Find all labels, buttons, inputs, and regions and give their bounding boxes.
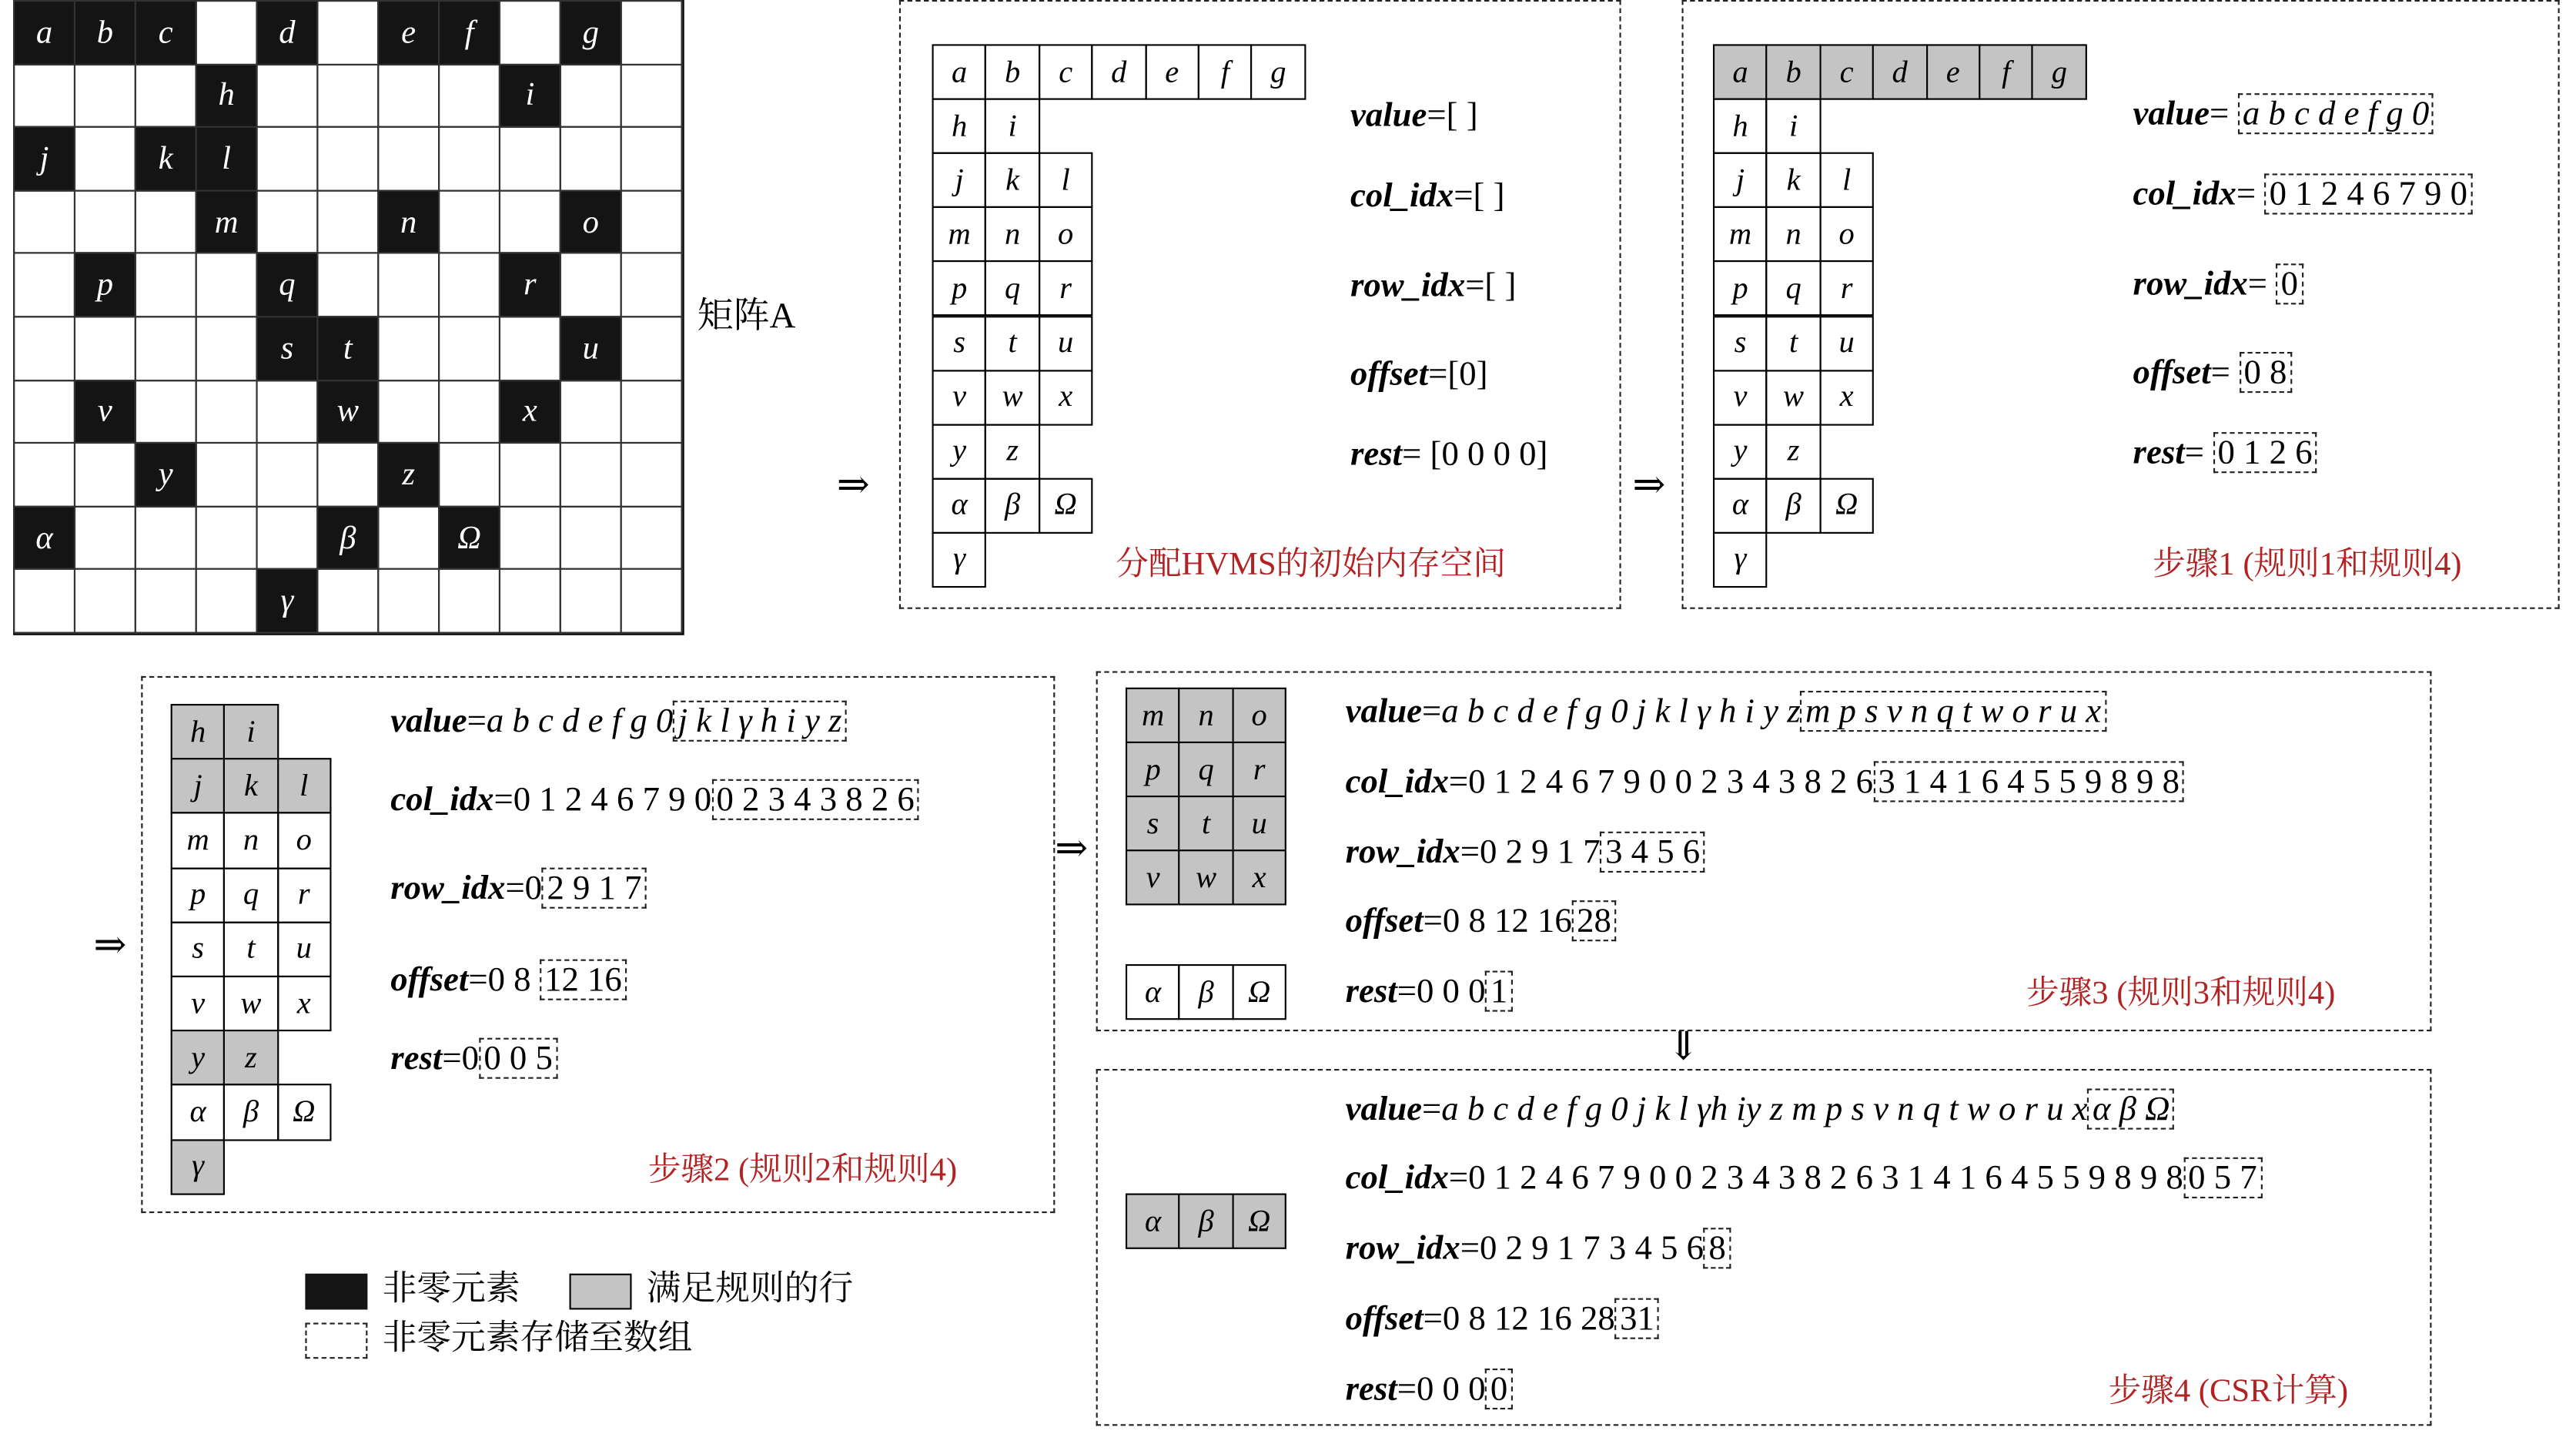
- arrow-to-init: ⇒: [836, 464, 870, 508]
- matrix-empty-cell: [621, 442, 683, 507]
- hvms-cell: z: [223, 1030, 278, 1086]
- hvms-cell: l: [276, 759, 331, 815]
- init-col-idx: col_idx=[ ]: [1350, 175, 1505, 215]
- matrix-empty-cell: [74, 442, 136, 507]
- step3-col-idx: col_idx=0 1 2 4 6 7 9 0 0 2 3 4 3 8 2 6 3 1 4 1 6 4 5 5 9 8 9 8: [1346, 761, 2185, 802]
- arrow-to-step1: ⇒: [1632, 464, 1666, 508]
- hvms-cell: t: [1179, 796, 1233, 851]
- hvms-cell: β: [1766, 477, 1821, 533]
- hvms-cell: d: [1092, 44, 1146, 99]
- matrix-nonzero-cell: x: [499, 379, 561, 444]
- matrix-empty-cell: [135, 568, 197, 633]
- hvms-cell: s: [1713, 315, 1768, 370]
- matrix-a-label: 矩阵A: [697, 294, 796, 336]
- matrix-empty-cell: [499, 189, 561, 254]
- matrix-empty-cell: [13, 379, 75, 444]
- hvms-cell: s: [1126, 796, 1180, 851]
- hvms-cell: x: [276, 976, 331, 1032]
- hvms-cell: l: [1819, 152, 1874, 208]
- hvms-cell: p: [932, 261, 987, 317]
- hvms-cell: i: [985, 99, 1040, 154]
- step1-caption: 步骤1 (规则1和规则4): [2153, 546, 2462, 583]
- matrix-empty-cell: [621, 0, 683, 65]
- hvms-cell: e: [1925, 44, 1980, 99]
- hvms-cell: w: [1766, 370, 1821, 425]
- matrix-empty-cell: [13, 189, 75, 254]
- hvms-cell: β: [223, 1084, 278, 1141]
- hvms-cell: α: [1713, 477, 1768, 533]
- matrix-empty-cell: [621, 189, 683, 254]
- matrix-empty-cell: [377, 63, 440, 128]
- matrix-empty-cell: [560, 253, 622, 317]
- matrix-empty-cell: [621, 568, 683, 633]
- matrix-nonzero-cell: h: [196, 63, 258, 128]
- matrix-nonzero-cell: w: [316, 379, 379, 444]
- hvms-cell: w: [985, 370, 1040, 425]
- hvms-cell: m: [1713, 206, 1768, 262]
- hvms-cell: Ω: [1232, 1194, 1286, 1249]
- init-row-idx: row_idx=[ ]: [1350, 265, 1517, 305]
- hvms-cell: j: [932, 152, 987, 208]
- matrix-empty-cell: [196, 379, 258, 444]
- matrix-empty-cell: [438, 189, 500, 254]
- hvms-cell: β: [1179, 1194, 1233, 1249]
- step4-row-idx: row_idx=0 2 9 1 7 3 4 5 6 8: [1346, 1228, 1731, 1268]
- hvms-cell: v: [171, 976, 226, 1032]
- matrix-empty-cell: [438, 63, 500, 128]
- step3-value: value=a b c d e f g 0 j k l γ h i y z m p s v n q t w o r u x: [1346, 691, 2106, 732]
- hvms-cell: o: [1819, 206, 1874, 262]
- hvms-cell: q: [1179, 742, 1233, 797]
- hvms-cell: c: [1039, 44, 1093, 99]
- hvms-cell: a: [932, 44, 987, 99]
- matrix-empty-cell: [438, 126, 500, 191]
- hvms-cell: b: [985, 44, 1040, 99]
- matrix-nonzero-cell: g: [560, 0, 622, 65]
- matrix-empty-cell: [377, 253, 440, 317]
- hvms-cell: x: [1039, 370, 1093, 425]
- matrix-empty-cell: [499, 505, 561, 570]
- matrix-empty-cell: [560, 379, 622, 444]
- matrix-empty-cell: [560, 126, 622, 191]
- matrix-empty-cell: [316, 442, 379, 507]
- hvms-cell: n: [1179, 688, 1233, 743]
- matrix-empty-cell: [135, 379, 197, 444]
- matrix-nonzero-cell: k: [135, 126, 197, 191]
- step2-offset: offset=0 8 12 16: [390, 960, 627, 1000]
- matrix-empty-cell: [196, 505, 258, 570]
- hvms-cell: f: [1198, 44, 1253, 99]
- matrix-empty-cell: [256, 379, 318, 444]
- matrix-empty-cell: [438, 379, 500, 444]
- matrix-nonzero-cell: b: [74, 0, 136, 65]
- hvms-cell: Ω: [276, 1084, 331, 1141]
- step4-rest: rest=0 0 0 0: [1346, 1369, 1513, 1409]
- matrix-nonzero-cell: p: [74, 253, 136, 317]
- matrix-nonzero-cell: q: [256, 253, 318, 317]
- matrix-nonzero-cell: f: [438, 0, 500, 65]
- step1-value: value= a b c d e f g 0: [2133, 93, 2434, 134]
- matrix-empty-cell: [560, 505, 622, 570]
- matrix-empty-cell: [316, 189, 379, 254]
- hvms-cell: h: [932, 99, 987, 154]
- legend-stored-swatch: [305, 1322, 367, 1359]
- hvms-cell: w: [223, 976, 278, 1032]
- hvms-cell: α: [171, 1084, 226, 1141]
- hvms-cell: y: [1713, 424, 1768, 479]
- matrix-empty-cell: [377, 568, 440, 633]
- legend-nonzero-label: 非零元素: [382, 1268, 520, 1308]
- matrix-empty-cell: [196, 253, 258, 317]
- hvms-cell: o: [1039, 206, 1093, 262]
- matrix-empty-cell: [74, 568, 136, 633]
- matrix-nonzero-cell: Ω: [438, 505, 500, 570]
- matrix-empty-cell: [74, 189, 136, 254]
- matrix-empty-cell: [135, 316, 197, 380]
- matrix-nonzero-cell: c: [135, 0, 197, 65]
- matrix-empty-cell: [135, 189, 197, 254]
- matrix-empty-cell: [621, 126, 683, 191]
- step4-col-idx: col_idx=0 1 2 4 6 7 9 0 0 2 3 4 3 8 2 6 3 1 4 1 6 4 5 5 9 8 9 8 0 5 7: [1346, 1158, 2262, 1198]
- hvms-cell: x: [1232, 849, 1286, 905]
- hvms-cell: t: [223, 921, 278, 977]
- matrix-empty-cell: [499, 0, 561, 65]
- hvms-cell: u: [1819, 315, 1874, 370]
- hvms-cell: x: [1819, 370, 1874, 425]
- step2-row-idx: row_idx=0 2 9 1 7: [390, 868, 647, 909]
- matrix-nonzero-cell: t: [316, 316, 379, 380]
- hvms-cell: q: [223, 867, 278, 923]
- hvms-cell: m: [932, 206, 987, 262]
- hvms-cell: β: [985, 477, 1040, 533]
- matrix-nonzero-cell: r: [499, 253, 561, 317]
- hvms-cell: g: [2032, 44, 2086, 99]
- hvms-cell: v: [932, 370, 987, 425]
- hvms-cell: y: [932, 424, 987, 479]
- hvms-cell: m: [1126, 688, 1180, 743]
- hvms-cell: a: [1713, 44, 1768, 99]
- hvms-cell: q: [1766, 261, 1821, 317]
- matrix-empty-cell: [438, 253, 500, 317]
- matrix-empty-cell: [13, 316, 75, 380]
- hvms-cell: p: [1126, 742, 1180, 797]
- arrow-to-step2: ⇒: [93, 924, 127, 968]
- hvms-cell: β: [1179, 964, 1233, 1020]
- init-offset: offset=[0]: [1350, 353, 1488, 394]
- hvms-cell: l: [1039, 152, 1093, 208]
- hvms-cell: z: [985, 424, 1040, 479]
- matrix-nonzero-cell: β: [316, 505, 379, 570]
- matrix-empty-cell: [499, 568, 561, 633]
- matrix-nonzero-cell: l: [196, 126, 258, 191]
- hvms-cell: n: [223, 812, 278, 869]
- hvms-cell: u: [276, 921, 331, 977]
- step3-row-idx: row_idx=0 2 9 1 7 3 4 5 6: [1346, 832, 1705, 873]
- step1-offset: offset= 0 8: [2133, 352, 2292, 393]
- legend-nonzero-swatch: [305, 1274, 367, 1310]
- matrix-nonzero-cell: e: [377, 0, 440, 65]
- matrix-empty-cell: [377, 316, 440, 380]
- legend-stored-label: 非零元素存储至数组: [382, 1318, 693, 1358]
- matrix-empty-cell: [499, 442, 561, 507]
- matrix-nonzero-cell: o: [560, 189, 622, 254]
- hvms-cell: g: [1251, 44, 1306, 99]
- matrix-nonzero-cell: j: [13, 126, 75, 191]
- hvms-cell: w: [1179, 849, 1233, 905]
- hvms-cell: v: [1713, 370, 1768, 425]
- matrix-empty-cell: [196, 568, 258, 633]
- hvms-cell: u: [1232, 796, 1286, 851]
- matrix-empty-cell: [377, 505, 440, 570]
- matrix-empty-cell: [13, 442, 75, 507]
- step2-caption: 步骤2 (规则2和规则4): [647, 1152, 958, 1189]
- matrix-empty-cell: [621, 379, 683, 444]
- arrow-to-step4: ⇓: [1667, 1026, 1701, 1070]
- step4-value: value=a b c d e f g 0 j k l γh iy z m p s v n q t w o r u x α β Ω: [1346, 1089, 2175, 1130]
- hvms-cell: γ: [932, 532, 987, 588]
- hvms-cell: f: [1979, 44, 2033, 99]
- step1-col-idx: col_idx= 0 1 2 4 6 7 9 0: [2133, 173, 2473, 214]
- hvms-cell: e: [1145, 44, 1199, 99]
- matrix-empty-cell: [499, 126, 561, 191]
- matrix-empty-cell: [438, 568, 500, 633]
- matrix-nonzero-cell: γ: [256, 568, 318, 633]
- hvms-cell: k: [223, 759, 278, 815]
- hvms-cell: Ω: [1232, 964, 1286, 1020]
- hvms-cell: s: [171, 921, 226, 977]
- hvms-cell: v: [1126, 849, 1180, 905]
- matrix-empty-cell: [377, 379, 440, 444]
- matrix-empty-cell: [256, 505, 318, 570]
- init-rest: rest= [0 0 0 0]: [1350, 434, 1548, 474]
- hvms-cell: o: [276, 812, 331, 869]
- matrix-empty-cell: [196, 316, 258, 380]
- matrix-empty-cell: [621, 505, 683, 570]
- hvms-cell: b: [1766, 44, 1821, 99]
- hvms-cell: o: [1232, 688, 1286, 743]
- hvms-cell: i: [1766, 99, 1821, 154]
- hvms-cell: γ: [171, 1139, 226, 1195]
- step3-rest: rest=0 0 0 1: [1346, 970, 1513, 1011]
- hvms-cell: n: [1766, 206, 1821, 262]
- hvms-cell: p: [1713, 261, 1768, 317]
- step4-offset: offset=0 8 12 16 28 31: [1346, 1298, 1660, 1339]
- hvms-cell: t: [985, 315, 1040, 370]
- matrix-nonzero-cell: d: [256, 0, 318, 65]
- matrix-empty-cell: [74, 316, 136, 380]
- hvms-cell: p: [171, 867, 226, 923]
- hvms-cell: r: [1232, 742, 1286, 797]
- matrix-empty-cell: [560, 63, 622, 128]
- matrix-empty-cell: [438, 316, 500, 380]
- matrix-empty-cell: [256, 126, 318, 191]
- step1-row-idx: row_idx= 0: [2133, 263, 2303, 304]
- matrix-empty-cell: [316, 568, 379, 633]
- matrix-empty-cell: [316, 253, 379, 317]
- matrix-nonzero-cell: a: [13, 0, 75, 65]
- arrow-to-step3: ⇒: [1055, 828, 1089, 871]
- hvms-cell: m: [171, 812, 226, 869]
- matrix-nonzero-cell: s: [256, 316, 318, 380]
- matrix-empty-cell: [621, 63, 683, 128]
- legend-rule-label: 满足规则的行: [646, 1268, 854, 1308]
- step2-col-idx: col_idx=0 1 2 4 6 7 9 0 0 2 3 4 3 8 2 6: [390, 779, 919, 820]
- hvms-cell: j: [171, 759, 226, 815]
- hvms-cell: α: [1126, 1194, 1180, 1249]
- step3-caption: 步骤3 (规则3和规则4): [2026, 975, 2336, 1012]
- matrix-empty-cell: [560, 568, 622, 633]
- hvms-cell: i: [223, 704, 278, 760]
- matrix-empty-cell: [135, 63, 197, 128]
- matrix-nonzero-cell: i: [499, 63, 561, 128]
- matrix-empty-cell: [74, 126, 136, 191]
- matrix-empty-cell: [377, 126, 440, 191]
- matrix-empty-cell: [499, 316, 561, 380]
- matrix-empty-cell: [256, 189, 318, 254]
- matrix-empty-cell: [13, 253, 75, 317]
- hvms-cell: s: [932, 315, 987, 370]
- hvms-cell: y: [171, 1030, 226, 1086]
- matrix-empty-cell: [74, 63, 136, 128]
- hvms-cell: r: [1819, 261, 1874, 317]
- matrix-empty-cell: [256, 442, 318, 507]
- step3-offset: offset=0 8 12 16 28: [1346, 900, 1617, 941]
- step2-rest: rest=0 0 0 5: [390, 1038, 557, 1079]
- hvms-cell: c: [1819, 44, 1874, 99]
- hvms-cell: Ω: [1039, 477, 1093, 533]
- matrix-empty-cell: [560, 442, 622, 507]
- hvms-cell: γ: [1713, 532, 1768, 588]
- hvms-cell: r: [1039, 261, 1093, 317]
- hvms-cell: k: [1766, 152, 1821, 208]
- step1-rest: rest= 0 1 2 6: [2133, 432, 2317, 473]
- matrix-nonzero-cell: z: [377, 442, 440, 507]
- matrix-empty-cell: [316, 0, 379, 65]
- matrix-empty-cell: [135, 505, 197, 570]
- hvms-cell: q: [985, 261, 1040, 317]
- step2-value: value=a b c d e f g 0 j k l γ h i y z: [390, 701, 847, 742]
- hvms-cell: k: [985, 152, 1040, 208]
- step4-caption: 步骤4 (CSR计算): [2108, 1373, 2349, 1410]
- matrix-nonzero-cell: u: [560, 316, 622, 380]
- matrix-empty-cell: [135, 253, 197, 317]
- init-caption: 分配HVMS的初始内存空间: [1116, 546, 1507, 583]
- matrix-nonzero-cell: m: [196, 189, 258, 254]
- hvms-cell: d: [1872, 44, 1927, 99]
- hvms-cell: j: [1713, 152, 1768, 208]
- matrix-nonzero-cell: n: [377, 189, 440, 254]
- matrix-empty-cell: [621, 253, 683, 317]
- matrix-empty-cell: [196, 442, 258, 507]
- hvms-cell: t: [1766, 315, 1821, 370]
- matrix-empty-cell: [13, 63, 75, 128]
- matrix-nonzero-cell: α: [13, 505, 75, 570]
- hvms-cell: r: [276, 867, 331, 923]
- matrix-empty-cell: [13, 568, 75, 633]
- hvms-cell: z: [1766, 424, 1821, 479]
- matrix-empty-cell: [621, 316, 683, 380]
- hvms-cell: u: [1039, 315, 1093, 370]
- matrix-empty-cell: [438, 442, 500, 507]
- matrix-nonzero-cell: v: [74, 379, 136, 444]
- matrix-empty-cell: [74, 505, 136, 570]
- init-value: value=[ ]: [1350, 95, 1478, 135]
- hvms-cell: h: [171, 704, 226, 760]
- matrix-nonzero-cell: y: [135, 442, 197, 507]
- hvms-cell: h: [1713, 99, 1768, 154]
- hvms-cell: α: [1126, 964, 1180, 1020]
- legend-rule-swatch: [570, 1274, 632, 1310]
- hvms-cell: Ω: [1819, 477, 1874, 533]
- matrix-empty-cell: [196, 0, 258, 65]
- hvms-cell: n: [985, 206, 1040, 262]
- hvms-cell: α: [932, 477, 987, 533]
- matrix-empty-cell: [316, 126, 379, 191]
- matrix-empty-cell: [316, 63, 379, 128]
- matrix-empty-cell: [256, 63, 318, 128]
